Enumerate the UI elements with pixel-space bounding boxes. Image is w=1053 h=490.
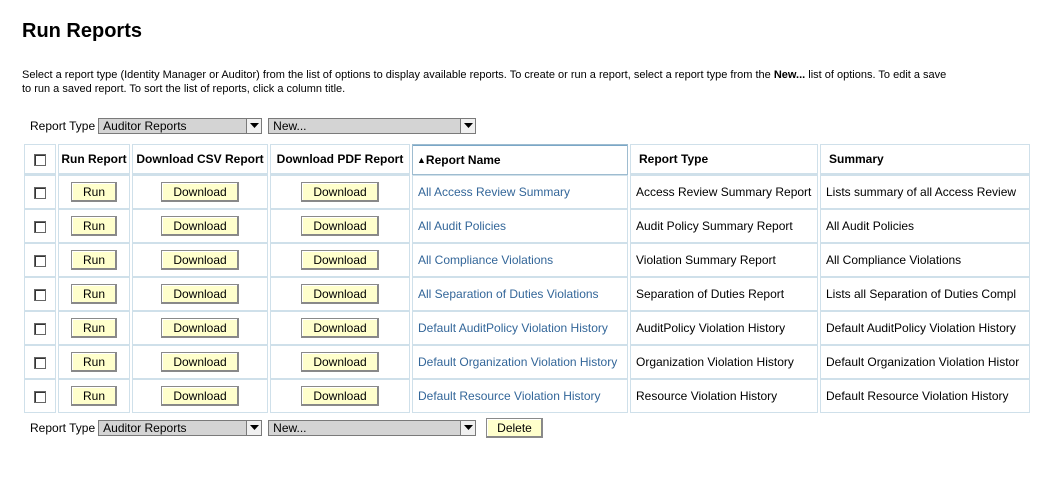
table-row — [24, 277, 1030, 311]
summary-cell: Default AuditPolicy Violation History — [820, 311, 1030, 345]
report-name-link[interactable]: All Access Review Summary — [418, 185, 571, 199]
csv-cell — [132, 379, 268, 413]
pdf-cell — [270, 243, 410, 277]
intro-text — [22, 68, 1053, 96]
run-button[interactable]: Run — [71, 386, 117, 406]
summary-cell: Default Organization Violation Histor — [820, 345, 1030, 379]
report-name-link[interactable]: All Audit Policies — [418, 219, 507, 233]
intro-text-part1: Select a report type (Identity Manager or Auditor) from the list of options to display available reports. To create or run a report, select a report type from the — [22, 69, 774, 81]
run-cell — [58, 175, 130, 209]
summary-cell: Default Resource Violation History — [820, 379, 1030, 413]
page-title: Run Reports — [22, 20, 142, 42]
report-name-link[interactable]: Default AuditPolicy Violation History — [418, 321, 608, 335]
report-type-cell: AuditPolicy Violation History — [630, 311, 818, 345]
report-type-cell: Resource Violation History — [630, 379, 818, 413]
run-button[interactable]: Run — [71, 352, 117, 372]
run-button[interactable]: Run — [71, 318, 117, 338]
report-type-label: Report Type — [30, 119, 96, 133]
row-select-cell — [24, 277, 56, 311]
run-button[interactable]: Run — [71, 182, 117, 202]
pdf-cell — [270, 379, 410, 413]
report-name-cell — [412, 311, 628, 345]
row-checkbox[interactable] — [34, 289, 46, 301]
table-row — [24, 175, 1030, 209]
chevron-down-icon[interactable] — [460, 119, 475, 133]
csv-cell — [132, 243, 268, 277]
report-name-link[interactable]: Default Resource Violation History — [418, 389, 601, 403]
report-type-cell: Separation of Duties Report — [630, 277, 818, 311]
run-button[interactable]: Run — [71, 250, 117, 270]
row-checkbox[interactable] — [34, 221, 46, 233]
row-checkbox[interactable] — [34, 187, 46, 199]
report-type-select[interactable] — [98, 420, 262, 436]
download-pdf-button[interactable]: Download — [301, 318, 379, 338]
download-csv-button[interactable]: Download — [161, 182, 239, 202]
csv-cell — [132, 345, 268, 379]
run-button[interactable]: Run — [71, 284, 117, 304]
report-name-cell — [412, 345, 628, 379]
table-body — [24, 175, 1030, 413]
report-type-cell: Access Review Summary Report — [630, 175, 818, 209]
run-cell — [58, 277, 130, 311]
report-type-cell: Violation Summary Report — [630, 243, 818, 277]
report-name-cell — [412, 175, 628, 209]
row-checkbox[interactable] — [34, 323, 46, 335]
report-type-cell: Organization Violation History — [630, 345, 818, 379]
intro-text-line2: to run a saved report. To sort the list of reports, click a column title. — [22, 83, 346, 95]
column-header-pdf: Download PDF Report — [270, 144, 410, 175]
row-select-cell — [24, 379, 56, 413]
download-csv-button[interactable]: Download — [161, 250, 239, 270]
download-pdf-button[interactable]: Download — [301, 216, 379, 236]
delete-button[interactable]: Delete — [486, 418, 543, 438]
table-row — [24, 209, 1030, 243]
summary-cell: All Audit Policies — [820, 209, 1030, 243]
row-checkbox[interactable] — [34, 357, 46, 369]
run-cell — [58, 311, 130, 345]
download-pdf-button[interactable]: Download — [301, 284, 379, 304]
csv-cell — [132, 277, 268, 311]
column-header-report-type[interactable]: Report Type — [630, 144, 818, 175]
new-report-select[interactable] — [268, 420, 476, 436]
report-name-cell — [412, 209, 628, 243]
report-type-select-value: Auditor Reports — [103, 421, 187, 435]
chevron-down-icon[interactable] — [460, 421, 475, 435]
report-name-link[interactable]: All Compliance Violations — [418, 253, 554, 267]
report-type-select-value: Auditor Reports — [103, 119, 187, 133]
report-name-cell — [412, 379, 628, 413]
intro-new-keyword: New... — [773, 69, 806, 81]
column-header-report-name[interactable] — [412, 144, 628, 175]
top-filter-bar — [30, 116, 482, 136]
pdf-cell — [270, 277, 410, 311]
pdf-cell — [270, 209, 410, 243]
report-name-link[interactable]: Default Organization Violation History — [418, 355, 618, 369]
row-checkbox[interactable] — [34, 255, 46, 267]
report-name-cell — [412, 243, 628, 277]
new-report-select-value: New... — [273, 119, 307, 133]
summary-cell: All Compliance Violations — [820, 243, 1030, 277]
run-cell — [58, 379, 130, 413]
report-name-cell — [412, 277, 628, 311]
row-checkbox[interactable] — [34, 391, 46, 403]
summary-cell: Lists all Separation of Duties Compl — [820, 277, 1030, 311]
report-type-label: Report Type — [30, 421, 96, 435]
chevron-down-icon[interactable] — [246, 421, 261, 435]
pdf-cell — [270, 345, 410, 379]
download-csv-button[interactable]: Download — [161, 216, 239, 236]
pdf-cell — [270, 311, 410, 345]
csv-cell — [132, 209, 268, 243]
pdf-cell — [270, 175, 410, 209]
column-header-summary[interactable]: Summary — [820, 144, 1030, 175]
column-header-run: Run Report — [58, 144, 130, 175]
summary-cell: Lists summary of all Access Review — [820, 175, 1030, 209]
row-select-cell — [24, 345, 56, 379]
chevron-down-icon[interactable] — [246, 119, 261, 133]
run-cell — [58, 209, 130, 243]
table-row — [24, 243, 1030, 277]
table-header-row — [24, 144, 1030, 175]
select-all-checkbox[interactable] — [34, 154, 46, 166]
new-report-select-value: New... — [273, 421, 307, 435]
row-select-cell — [24, 243, 56, 277]
run-button[interactable]: Run — [71, 216, 117, 236]
reports-table — [22, 144, 1032, 413]
table-row — [24, 345, 1030, 379]
download-csv-button[interactable]: Download — [161, 352, 239, 372]
report-type-cell: Audit Policy Summary Report — [630, 209, 818, 243]
download-csv-button[interactable]: Download — [161, 284, 239, 304]
download-csv-button[interactable]: Download — [161, 386, 239, 406]
csv-cell — [132, 175, 268, 209]
table-row — [24, 311, 1030, 345]
download-pdf-button[interactable]: Download — [301, 352, 379, 372]
download-csv-button[interactable]: Download — [161, 318, 239, 338]
table-row — [24, 379, 1030, 413]
report-type-select[interactable] — [98, 118, 262, 134]
intro-text-part2: list of options. To edit a save — [805, 69, 947, 81]
column-header-csv: Download CSV Report — [132, 144, 268, 175]
row-select-cell — [24, 209, 56, 243]
download-pdf-button[interactable]: Download — [301, 182, 379, 202]
run-cell — [58, 345, 130, 379]
sort-ascending-icon: ▲ — [417, 154, 426, 165]
row-select-cell — [24, 175, 56, 209]
row-select-cell — [24, 311, 56, 345]
column-header-report-name-label: Report Name — [425, 152, 501, 167]
csv-cell — [132, 311, 268, 345]
run-cell — [58, 243, 130, 277]
report-name-link[interactable]: All Separation of Duties Violations — [418, 287, 599, 301]
download-pdf-button[interactable]: Download — [301, 250, 379, 270]
download-pdf-button[interactable]: Download — [301, 386, 379, 406]
select-all-header — [24, 144, 56, 175]
new-report-select[interactable] — [268, 118, 476, 134]
bottom-filter-bar — [30, 418, 543, 438]
